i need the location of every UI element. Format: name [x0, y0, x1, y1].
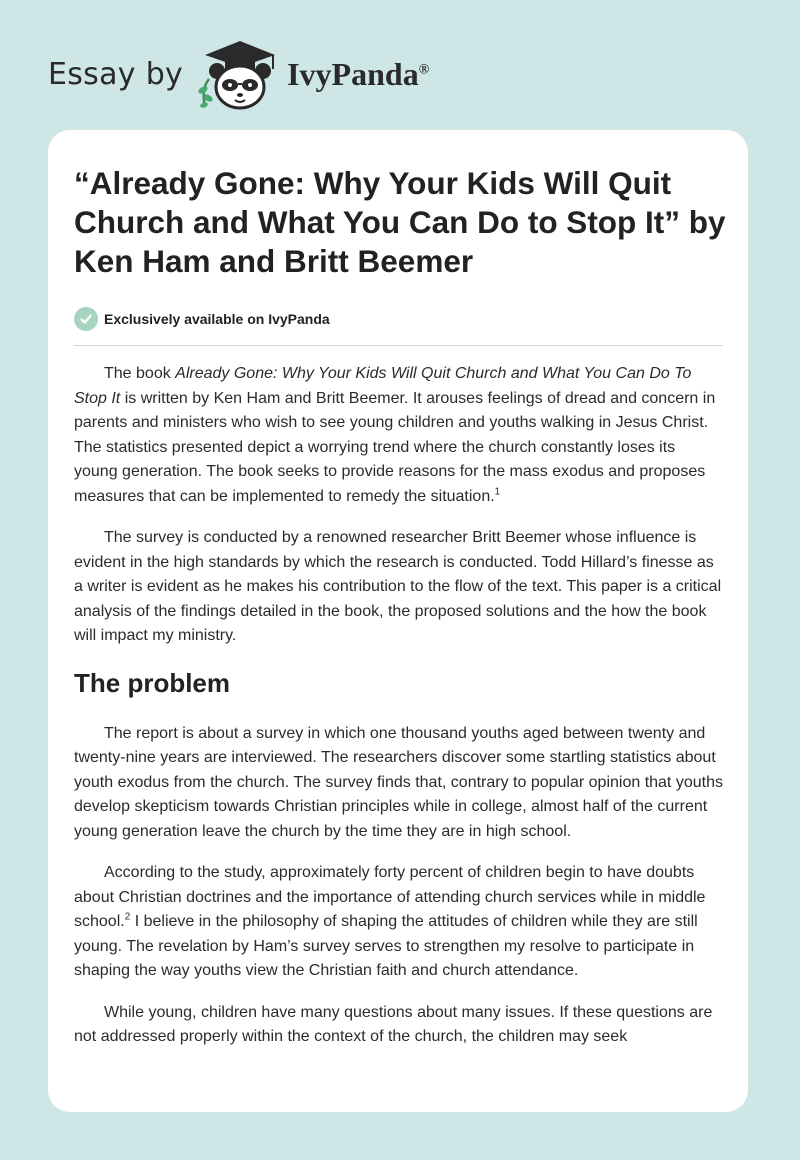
paragraph-1: The book Already Gone: Why Your Kids Will Quit Church and What You Can Do To Stop It is written by Ken Ham and Britt Beemer. It arouses feelings of dread and concern in parents and ministers who wish to see young children and youths walking in Jesus Christ. The statistics presented depict a worrying trend where the church constantly loses its young generation. The book seeks to provide reasons for the mass exodus and proposes measures that can be implemented to remedy the situation.$^1$	[74, 365, 716, 505]
brand-name[interactable]: IvyPanda®	[287, 55, 430, 92]
exclusive-badge	[74, 307, 330, 331]
ivypanda-logo-icon[interactable]	[195, 35, 285, 113]
paragraph-4: According to the study, approximately forty percent of children begin to have doubts about Christian doctrines and the importance of attending church services while in middle school.$^2$ I believe in the philosophy of shaping the attitudes of children while they are still young. The revelation by Ham’s survey serves to strengthen my resolve to participate in shaping the way youths view the Christian faith and church attendance.	[74, 864, 706, 979]
paragraph-3: The report is about a survey in which one thousand youths aged between twenty and twenty-nine years are interviewed. The researchers discover some startling statistics about youth exodus from the church. The survey finds that, contrary to popular opinion that youths develop skepticism towards Christian principles while in college, almost half of the current young generation leave the church by the time they are in high school.	[74, 724, 723, 840]
paragraph-2: The survey is conducted by a renowned researcher Britt Beemer whose influence is evident in the high standards by which the research is conducted. Todd Hillard’s finesse as a writer is evident as he makes his contribution to the flow of the text. This paper is a critical analysis of the findings detailed in the book, the proposed solutions and the how the book will impact my ministry.	[74, 529, 722, 644]
essay-body	[74, 362, 723, 1067]
footnote-2[interactable]: 2	[124, 911, 131, 923]
exclusive-label: Exclusively available on IvyPanda	[104, 311, 330, 327]
essay-card	[48, 130, 748, 1112]
footnote-1[interactable]: 1	[494, 486, 501, 498]
book-title-italic: Already Gone: Why Your Kids Will Quit Church and What You Can Do To Stop It	[74, 365, 692, 407]
site-header	[48, 34, 429, 114]
registered-mark: ®	[418, 61, 430, 77]
paragraph-5: While young, children have many questions about many issues. If these questions are not addressed properly within the context of the church, the children may seek	[74, 1003, 713, 1045]
section-heading-problem: The problem	[74, 667, 231, 698]
essay-title: “Already Gone: Why Your Kids Will Quit Church and What You Can Do to Stop It” by Ken Ham and Britt Beemer	[74, 165, 726, 279]
checkmark-icon	[74, 307, 98, 331]
essay-by-label: Essay by	[48, 56, 184, 92]
divider	[74, 345, 723, 346]
